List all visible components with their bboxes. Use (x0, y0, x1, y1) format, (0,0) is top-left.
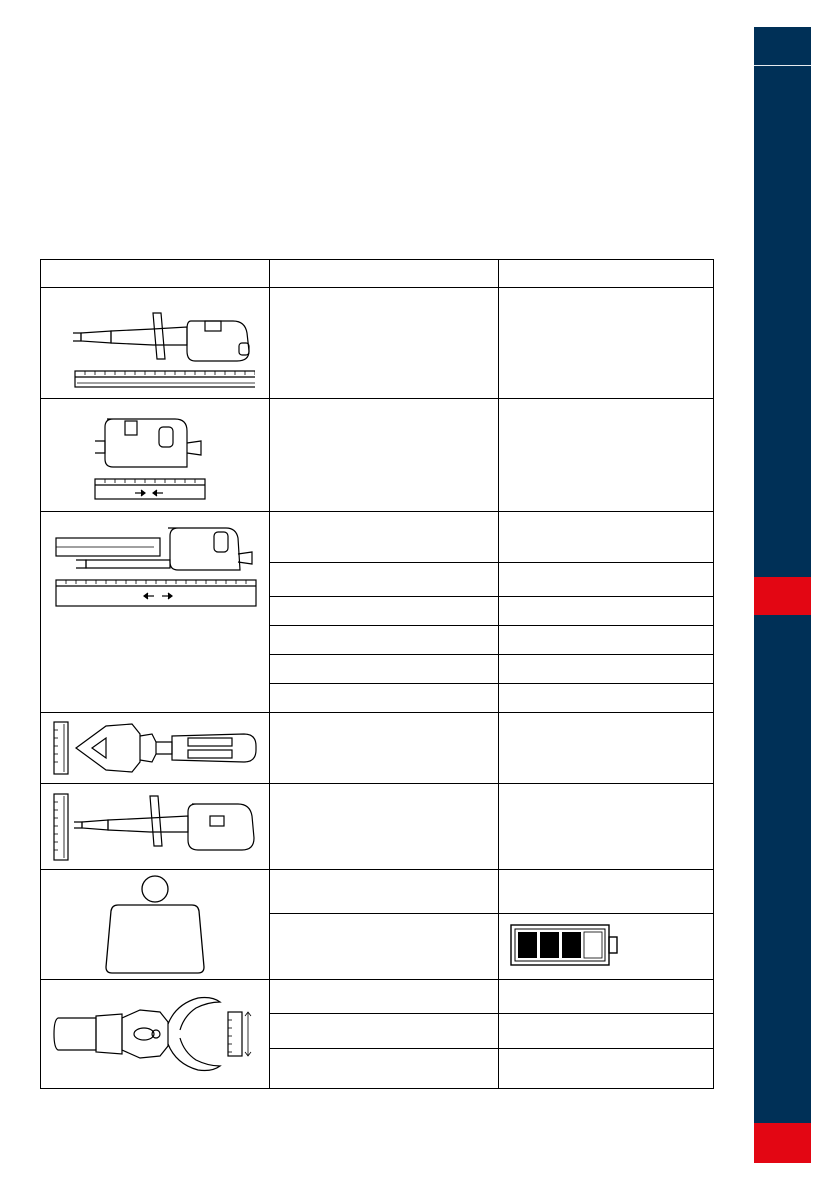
row7-value-1 (499, 980, 714, 1014)
row6-value-1 (499, 870, 714, 914)
row6-label-1 (270, 870, 499, 914)
row5-label (270, 784, 499, 870)
row3-label-2 (270, 563, 499, 597)
table-header-row (41, 260, 714, 288)
closed-length-tool-icon (41, 288, 270, 399)
row3-label-6 (270, 684, 499, 713)
row3-label-1 (270, 512, 499, 563)
row7-value-2 (499, 1014, 714, 1049)
row3-label-4 (270, 626, 499, 655)
row7-value-3 (499, 1049, 714, 1089)
table-row (41, 870, 714, 914)
table-row (41, 713, 714, 784)
table-row (41, 784, 714, 870)
row3-value-4 (499, 626, 714, 655)
row4-label (270, 713, 499, 784)
row6-value-2 (499, 914, 714, 980)
row2-value (499, 399, 714, 512)
width-tool-top-view-icon (41, 713, 270, 784)
row3-value-3 (499, 597, 714, 626)
header-value (499, 260, 714, 288)
row2-label (270, 399, 499, 512)
height-tool-side-view-icon (41, 784, 270, 870)
row3-label-3 (270, 597, 499, 626)
retract-length-tool-icon (41, 399, 270, 512)
header-illustration (41, 260, 270, 288)
table-row (41, 980, 714, 1014)
page-footer-marker (754, 1123, 811, 1163)
row3-value-6 (499, 684, 714, 713)
row3-label-5 (270, 655, 499, 684)
specifications-table (40, 259, 714, 1089)
row5-value (499, 784, 714, 870)
row1-value (499, 288, 714, 399)
row7-label-1 (270, 980, 499, 1014)
row3-value-2 (499, 563, 714, 597)
row7-label-2 (270, 1014, 499, 1049)
battery-icon (509, 923, 619, 967)
extended-length-tool-icon (41, 512, 270, 713)
table-row (41, 512, 714, 563)
row4-value (499, 713, 714, 784)
active-section-marker (754, 577, 811, 615)
header-parameter (270, 260, 499, 288)
row3-value-5 (499, 655, 714, 684)
jaw-opening-icon (41, 980, 270, 1089)
row1-label (270, 288, 499, 399)
row6-label-2 (270, 914, 499, 980)
sidebar-divider (754, 65, 811, 66)
weight-icon (41, 870, 270, 980)
row7-label-3 (270, 1049, 499, 1089)
table-row (41, 399, 714, 512)
row3-value-1 (499, 512, 714, 563)
table-row (41, 288, 714, 399)
section-sidebar (754, 27, 811, 1163)
